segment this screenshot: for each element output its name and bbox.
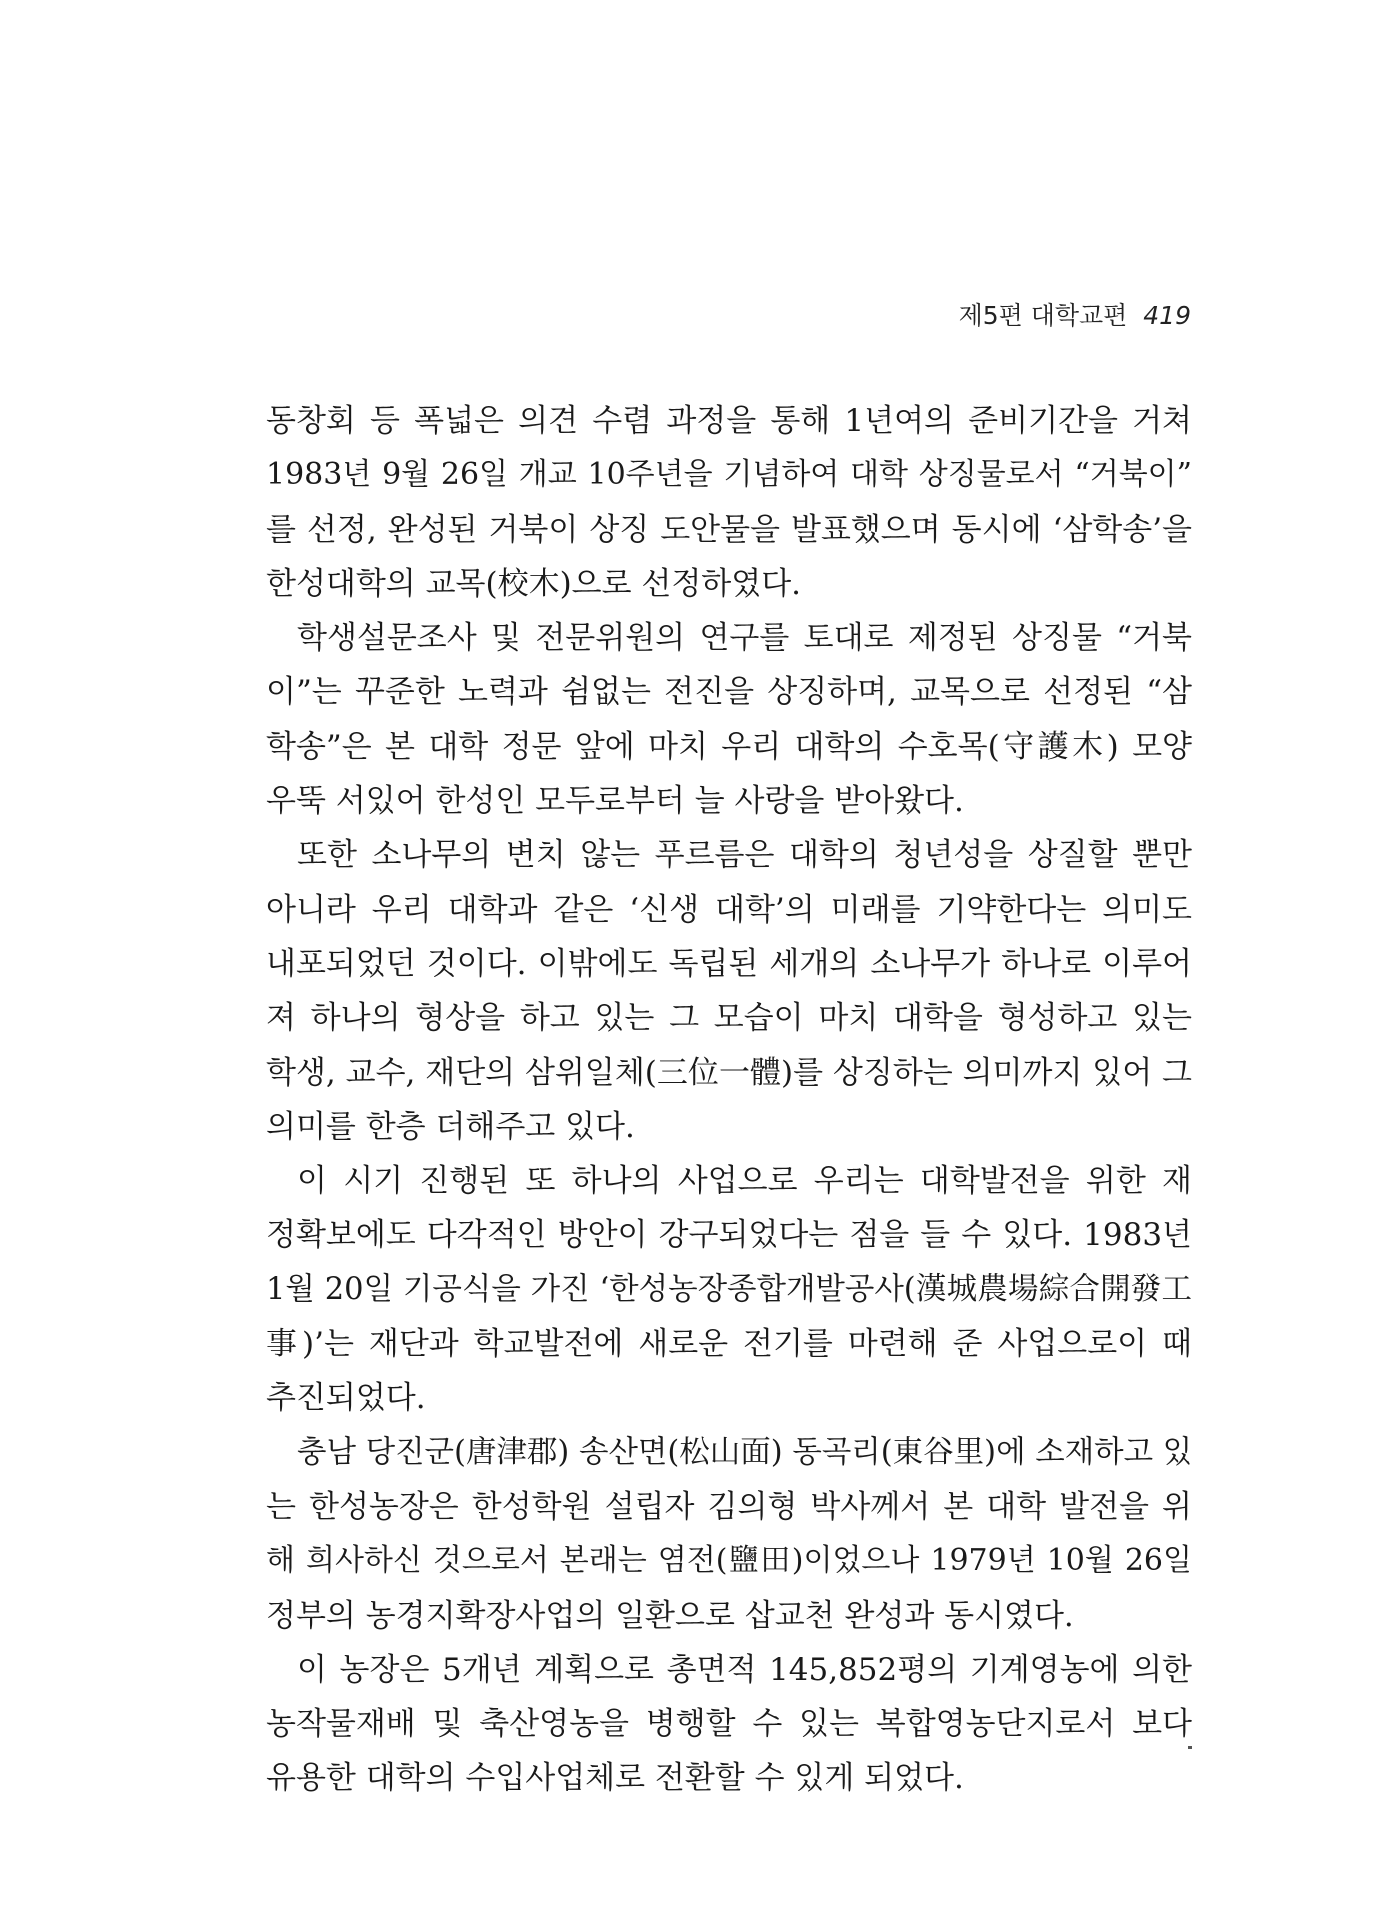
paragraph-6	[266, 1643, 1192, 1806]
text-line: 추진되었다.	[266, 1380, 426, 1417]
text-line: 우뚝 서있어 한성인 모두로부터 늘 사랑을 받아왔다.	[266, 783, 964, 820]
paragraph-2	[266, 611, 1192, 828]
text-line: 농작물재배 및 축산영농을 병행할 수 있는 복합영농단지로서 보다	[266, 1706, 1192, 1743]
text-line: 는 한성농장은 한성학원 설립자 김의형 박사께서 본 대학 발전을 위	[266, 1488, 1192, 1525]
scan-speck	[1188, 1746, 1192, 1749]
text-line: 져 하나의 형상을 하고 있는 그 모습이 마치 대학을 형성하고 있는	[266, 1000, 1192, 1037]
text-line: 한성대학의 교목(校木)으로 선정하였다.	[266, 565, 801, 602]
text-line: 내포되었던 것이다. 이밖에도 독립된 세개의 소나무가 하나로 이루어	[266, 945, 1192, 982]
text-line: 또한 소나무의 변치 않는 푸르름은 대학의 청년성을 상질할 뿐만	[297, 837, 1192, 874]
text-line: 이”는 꾸준한 노력과 쉼없는 전진을 상징하며, 교목으로 선정된 “삼	[266, 674, 1192, 711]
paragraph-1	[266, 394, 1192, 611]
text-line: 충남 당진군(唐津郡) 송산면(松山面) 동곡리(東谷里)에 소재하고 있	[297, 1434, 1192, 1470]
page-number: 419	[1143, 301, 1191, 330]
text-line: 학송”은 본 대학 정문 앞에 마치 우리 대학의 수호목(守護木) 모양	[266, 728, 1192, 765]
text-line: 의미를 한층 더해주고 있다.	[266, 1108, 635, 1145]
text-line: 를 선정, 완성된 거북이 상징 도안물을 발표했으며 동시에 ‘삼학송’을	[266, 511, 1192, 548]
text-line: 해 희사하신 것으로서 본래는 염전(鹽田)이었으나 1979년 10월 26일	[266, 1543, 1192, 1579]
text-line: 학생설문조사 및 전문위원의 연구를 토대로 제정된 상징물 “거북	[297, 620, 1192, 657]
part-title: 제5편 대학교편	[958, 301, 1128, 330]
text-line: 정확보에도 다각적인 방안이 강구되었다는 점을 들 수 있다. 1983년	[266, 1217, 1192, 1254]
body-text	[266, 394, 1192, 1806]
page-header	[959, 296, 1191, 332]
paragraph-5	[266, 1426, 1192, 1643]
text-line: 事)’는 재단과 학교발전에 새로운 전기를 마련해 준 사업으로이 때	[266, 1326, 1192, 1363]
text-line: 유용한 대학의 수입사업체로 전환할 수 있게 되었다.	[266, 1760, 964, 1797]
text-line: 이 농장은 5개년 계획으로 총면적 145,852평의 기계영농에 의한	[297, 1651, 1192, 1688]
text-line: 이 시기 진행된 또 하나의 사업으로 우리는 대학발전을 위한 재	[297, 1163, 1192, 1200]
text-line: 정부의 농경지확장사업의 일환으로 삽교천 완성과 동시였다.	[266, 1597, 1074, 1634]
paragraph-3	[266, 828, 1192, 1154]
text-line: 아니라 우리 대학과 같은 ‘신생 대학’의 미래를 기약한다는 의미도	[266, 891, 1192, 928]
text-line: 1월 20일 기공식을 가진 ‘한성농장종합개발공사(漢城農場綜合開發工	[266, 1271, 1192, 1307]
text-line: 1983년 9월 26일 개교 10주년을 기념하여 대학 상징물로서 “거북이”	[266, 457, 1192, 493]
text-line: 동창회 등 폭넓은 의견 수렴 과정을 통해 1년여의 준비기간을 거쳐	[266, 403, 1192, 439]
paragraph-4	[266, 1154, 1192, 1425]
text-line: 학생, 교수, 재단의 삼위일체(三位一體)를 상징하는 의미까지 있어 그	[266, 1054, 1192, 1091]
